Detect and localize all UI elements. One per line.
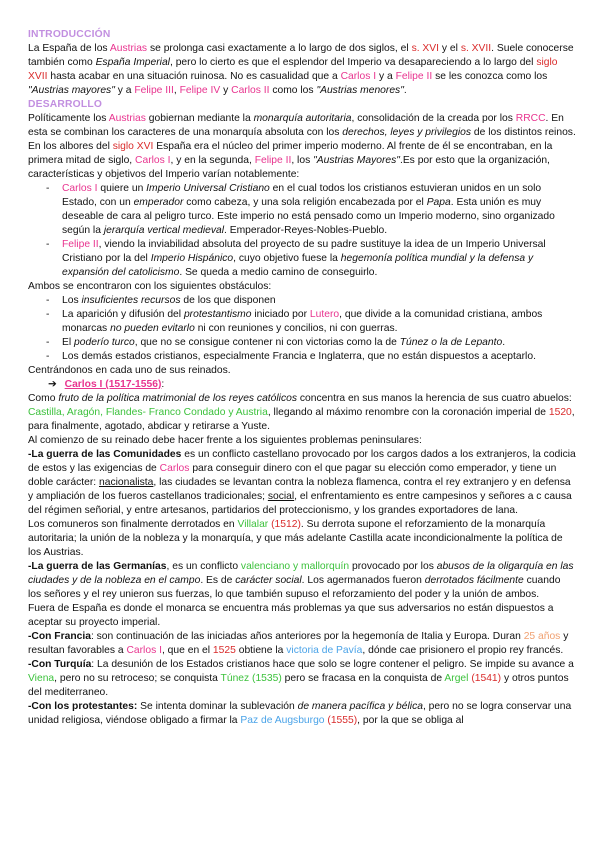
term-pacifica-belica: de manera pacífica y bélica bbox=[297, 701, 423, 712]
place-villalar: Villalar bbox=[237, 519, 269, 530]
list-item bbox=[28, 294, 576, 308]
text: España era el núcleo del primer imperio moderno. Al frente de él se encontraban, en la primera mitad de siglo, bbox=[28, 141, 553, 166]
person-felipe-ii: Felipe II bbox=[62, 239, 99, 250]
term-emperador: emperador bbox=[133, 197, 184, 208]
date-siglo-xvii: siglo XVII bbox=[28, 57, 558, 82]
text: El bbox=[62, 337, 72, 348]
term-austrias: Austrias bbox=[108, 113, 146, 124]
reign-title: Carlos I (1517-1556) bbox=[64, 379, 162, 390]
text: : son continuación de las iniciadas años anteriores por la hegemonía de Italia y Europa. Duran bbox=[90, 631, 521, 642]
text: concentra en sus manos la herencia de sus cuatro abuelos: bbox=[299, 393, 572, 404]
text: cuando los señores y el rey unieron sus fuerzas, lo que también supuso el reforzamiento del poder y la unión de ambos. bbox=[28, 575, 561, 600]
document-page bbox=[28, 28, 576, 728]
reign-heading-carlos bbox=[28, 378, 576, 392]
date-1541: (1541) bbox=[471, 673, 502, 684]
list-item: - Los demás estados cristianos, especialmente Francia e Inglaterra, que no están dispuestos a aceptarlo. bbox=[28, 350, 576, 364]
term-hegemonia: hegemonía política mundial y la defensa y expansión del catolicismo bbox=[62, 253, 534, 278]
turquia-paragraph bbox=[28, 658, 576, 700]
text: , dónde cae prisionero el propio rey francés. bbox=[362, 645, 564, 656]
text: , pero lo cierto es que el esplendor del Imperio va desapareciendo a lo largo del bbox=[169, 57, 534, 68]
text: pero se fracasa en la conquista de bbox=[284, 673, 443, 684]
label-germanias: -La guerra de las Germanías bbox=[28, 561, 167, 572]
list-item bbox=[28, 336, 576, 350]
date-siglo-xvi: siglo XVI bbox=[112, 141, 154, 152]
text: hasta acabar en una situación ruinosa. No es casualidad que a bbox=[50, 71, 338, 82]
text: obtiene la bbox=[238, 645, 284, 656]
objectives-list bbox=[28, 182, 576, 280]
text: ni con reuniones y concilios, ni con guerras. bbox=[197, 323, 398, 334]
term-abusos: abusos de la oligarquía en las ciudades y de la nobleza en el campo bbox=[28, 561, 574, 586]
label-turquia: -Con Turquía bbox=[28, 659, 92, 670]
term-protestantismo: protestantismo bbox=[183, 309, 252, 320]
text: para conseguir dinero con el que pagar su elección como emperador, y tiene un doble carácter: bbox=[28, 463, 557, 488]
text: y resultan favorables a bbox=[28, 631, 569, 656]
text: . bbox=[502, 337, 506, 348]
text: iniciado por bbox=[254, 309, 308, 320]
text: . Su derrota supone el reforzamiento de la monarquía autoritaria; la unión de la nobleza y la monarquía, y que más adelante Castilla acate incondicionalmente la política de los Austrias. bbox=[28, 519, 563, 558]
person-carlos: Carlos bbox=[159, 463, 190, 474]
text: en el cual todos los cristianos estuvieran unidos en un solo Estado, con un bbox=[62, 183, 542, 208]
text: es un conflicto castellano provocado por los cargos dados a los extranjeros, la codicia de estos y las exigencias de bbox=[28, 449, 576, 474]
text: . Esta unión es muy deseable de cara al peligro turco. Este imperio no está pensado como un Imperio moderno, sino organizado según la bbox=[62, 197, 555, 236]
term-papa: Papa bbox=[426, 197, 451, 208]
text: y el bbox=[441, 43, 458, 54]
text: se prolonga casi exactamente a lo largo de dos siglos, el bbox=[149, 43, 409, 54]
desarrollo-paragraph-1 bbox=[28, 112, 576, 140]
text: La España de los bbox=[28, 43, 108, 54]
text: se les conozca como los bbox=[435, 71, 548, 82]
person-felipe-ii: Felipe II bbox=[395, 71, 433, 82]
term-derechos: derechos, leyes y privilegios bbox=[342, 127, 472, 138]
term-imperio-hispanico: Imperio Hispánico bbox=[150, 253, 234, 264]
text: quiere un bbox=[100, 183, 144, 194]
fuera-paragraph: Fuera de España es donde el monarca se encuentra más problemas ya que sus adversarios no están dispuestos a aceptar su proyecto imperial. bbox=[28, 603, 554, 628]
list-item bbox=[28, 238, 576, 280]
text: Políticamente los bbox=[28, 113, 107, 124]
person-felipe-ii: Felipe II bbox=[254, 155, 292, 166]
term-austrias-mayores: "Austrias Mayores" bbox=[313, 155, 400, 166]
label-francia: -Con Francia bbox=[28, 631, 91, 642]
protestantes-paragraph bbox=[28, 700, 576, 728]
centrandonos-text: Centrándonos en cada uno de sus reinados. bbox=[28, 365, 231, 376]
person-lutero: Lutero bbox=[309, 309, 340, 320]
text: y bbox=[223, 85, 229, 96]
term-austrias: Austrias bbox=[109, 43, 148, 54]
text: . Los agermanados fueron bbox=[301, 575, 422, 586]
person-carlos-i: Carlos I bbox=[62, 183, 98, 194]
label-protestantes: -Con los protestantes: bbox=[28, 701, 138, 712]
date-sxvii: s. XVII bbox=[460, 43, 492, 54]
text: , que divide a la comunidad cristiana, ambos monarcas bbox=[62, 309, 543, 334]
carlos-paragraph-1 bbox=[28, 392, 576, 434]
text: , por la que se obliga al bbox=[357, 715, 464, 726]
list-item bbox=[28, 182, 576, 238]
heading-introduccion: INTRODUCCIÓN bbox=[28, 29, 111, 40]
text: y a bbox=[117, 85, 132, 96]
term-espana-imperial: España Imperial bbox=[95, 57, 170, 68]
text: Como bbox=[28, 393, 56, 404]
text: , pero no se logra conservar una unidad religiosa, viéndose obligado a firmar la bbox=[28, 701, 572, 726]
text: , llegando al máximo renombre con la coronación imperial de bbox=[267, 407, 546, 418]
term-monarquia-autoritaria: monarquía autoritaria bbox=[253, 113, 352, 124]
text: . Suele conocerse también como bbox=[28, 43, 574, 68]
date-1525: 1525 bbox=[212, 645, 236, 656]
text: y otros puntos del mediterraneo. bbox=[28, 673, 569, 698]
text: . Se queda a medio camino de conseguirlo. bbox=[179, 267, 378, 278]
term-poderio-turco: poderío turco bbox=[74, 337, 135, 348]
event-pavia: victoria de Pavía bbox=[286, 645, 363, 656]
text: de los que disponen bbox=[183, 295, 276, 306]
term-no-pueden-evitarlo: no pueden evitarlo bbox=[110, 323, 195, 334]
text: , los bbox=[291, 155, 311, 166]
label-comunidades: -La guerra de las Comunidades bbox=[28, 449, 182, 460]
text: como cabeza, y una sola religión encabezada por el bbox=[186, 197, 424, 208]
term-rrcc: RRCC bbox=[515, 113, 546, 124]
term-caracter-social: carácter social bbox=[235, 575, 302, 586]
place-herencia: Castilla, Aragón, Flandes- Franco Condado y Austria bbox=[28, 407, 268, 418]
francia-paragraph bbox=[28, 630, 576, 658]
place-viena: Viena bbox=[28, 673, 55, 684]
text: , viendo la inviabilidad absoluta del proyecto de su padre sustituye la idea de un Imperio Universal Cristiano por la del bbox=[62, 239, 546, 264]
text: Se intenta dominar la sublevación bbox=[140, 701, 295, 712]
text: , que en el bbox=[161, 645, 211, 656]
text: provocado por los bbox=[351, 561, 434, 572]
text: , y en la segunda, bbox=[170, 155, 252, 166]
place-valenciano-mallorquin: valenciano y mallorquín bbox=[240, 561, 350, 572]
term-derrotados: derrotados fácilmente bbox=[424, 575, 524, 586]
intro-paragraph: La España de los Austrias se prolonga casi exactamente a lo largo de dos siglos, el s. XVI y el s. XVII. Suele conocerse también como España Imperial, pero lo cierto es que el esplendor del Imperio va desapareciendo a lo largo del siglo XVII hasta acabar en una situación ruinosa. No es casualidad que a Carlos I y a Felipe II se les conozca como los "Austrias mayores" y a Felipe III, Felipe IV y Carlos II como los "Austrias menores". bbox=[28, 43, 574, 96]
text: , las ciudades se levantan contra la nobleza flamenca, contra el rey extranjero y en defensa y ampliación de los fueros castellanos tradicionales; bbox=[28, 477, 571, 502]
date-sxvi: s. XVI bbox=[411, 43, 440, 54]
text: . En esta se combinan los caracteres de una monarquía absoluta con los bbox=[28, 113, 564, 138]
heading-desarrollo: DESARROLLO bbox=[28, 99, 103, 110]
date-1520: 1520 bbox=[548, 407, 572, 418]
text: , es un conflicto bbox=[166, 561, 239, 572]
text: .Es por esto que la organización, características y objetivos del Imperio varían notablemente: bbox=[28, 155, 550, 180]
event-paz-augsburgo: Paz de Augsburgo bbox=[240, 715, 325, 726]
text: , cuyo objetivo fuese la bbox=[233, 253, 338, 264]
person-felipe-iii: Felipe III bbox=[134, 85, 174, 96]
text: : bbox=[161, 379, 165, 390]
text: Los bbox=[62, 295, 79, 306]
person-carlos-i: Carlos I bbox=[126, 645, 162, 656]
term-jerarquia: jerarquía vertical medieval bbox=[103, 225, 224, 236]
text: . bbox=[403, 85, 407, 96]
text: y a bbox=[378, 71, 393, 82]
text: En los albores del bbox=[28, 141, 110, 152]
list-item bbox=[28, 308, 576, 336]
obstacles-list bbox=[28, 294, 576, 364]
text: , que no se consigue contener ni con victorias como la de bbox=[134, 337, 397, 348]
date-1555: (1555) bbox=[327, 715, 358, 726]
text: de los distintos reinos. bbox=[473, 127, 576, 138]
text: : La desunión de los Estados cristianos hace que solo se logre contener el peligro. Se impide su avance a bbox=[91, 659, 574, 670]
duration-25-anos: 25 años bbox=[523, 631, 561, 642]
desarrollo-paragraph-2 bbox=[28, 140, 576, 182]
term-nacionalista: nacionalista bbox=[99, 477, 154, 488]
text: gobiernan mediante la bbox=[148, 113, 251, 124]
comunidades-paragraph bbox=[28, 448, 576, 518]
comuneros-paragraph bbox=[28, 518, 576, 560]
term-fruto: fruto de la política matrimonial de los reyes católicos bbox=[58, 393, 297, 404]
person-carlos-i: Carlos I bbox=[340, 71, 377, 82]
text: , el enfrentamiento es entre campesinos y señores a c causa del régimen señorial, y entre artesanos, partidarios del proteccionismo, y los grandes exportadores de lana. bbox=[28, 491, 572, 516]
place-tunez: Túnez (1535) bbox=[220, 673, 282, 684]
person-carlos-ii: Carlos II bbox=[231, 85, 270, 96]
term-imperio-universal: Imperio Universal Cristiano bbox=[146, 183, 270, 194]
place-argel: Argel bbox=[444, 673, 469, 684]
carlos-paragraph-2: Al comienzo de su reinado debe hacer frente a los siguientes problemas peninsulares: bbox=[28, 435, 422, 446]
text: , pero no su retroceso; se conquista bbox=[54, 673, 218, 684]
text: , para finalmente, agotado, abdicar y retirarse a Yuste. bbox=[28, 407, 575, 432]
text: , consolidación de la creada por los bbox=[351, 113, 513, 124]
text: . Emperador-Reyes-Nobles-Pueblo. bbox=[224, 225, 388, 236]
person-carlos-i: Carlos I bbox=[135, 155, 171, 166]
text: como los bbox=[272, 85, 314, 96]
obstacles-intro: Ambos se encontraron con los siguientes obstáculos: bbox=[28, 281, 272, 292]
term-social: social bbox=[267, 491, 295, 502]
germanias-paragraph bbox=[28, 560, 576, 602]
text: Los comuneros son finalmente derrotados en bbox=[28, 519, 235, 530]
term-austrias-menores: "Austrias menores" bbox=[316, 85, 404, 96]
date-1512: (1512) bbox=[271, 519, 301, 530]
term-insuficientes-recursos: insuficientes recursos bbox=[81, 295, 181, 306]
arrow-icon: ➔ bbox=[48, 379, 57, 390]
term-austrias-mayores: "Austrias mayores" bbox=[28, 85, 115, 96]
text: . Es de bbox=[200, 575, 233, 586]
person-felipe-iv: Felipe IV bbox=[179, 85, 221, 96]
term-tunez-lepanto: Túnez o la de Lepanto bbox=[399, 337, 503, 348]
text: La aparición y difusión del bbox=[62, 309, 182, 320]
